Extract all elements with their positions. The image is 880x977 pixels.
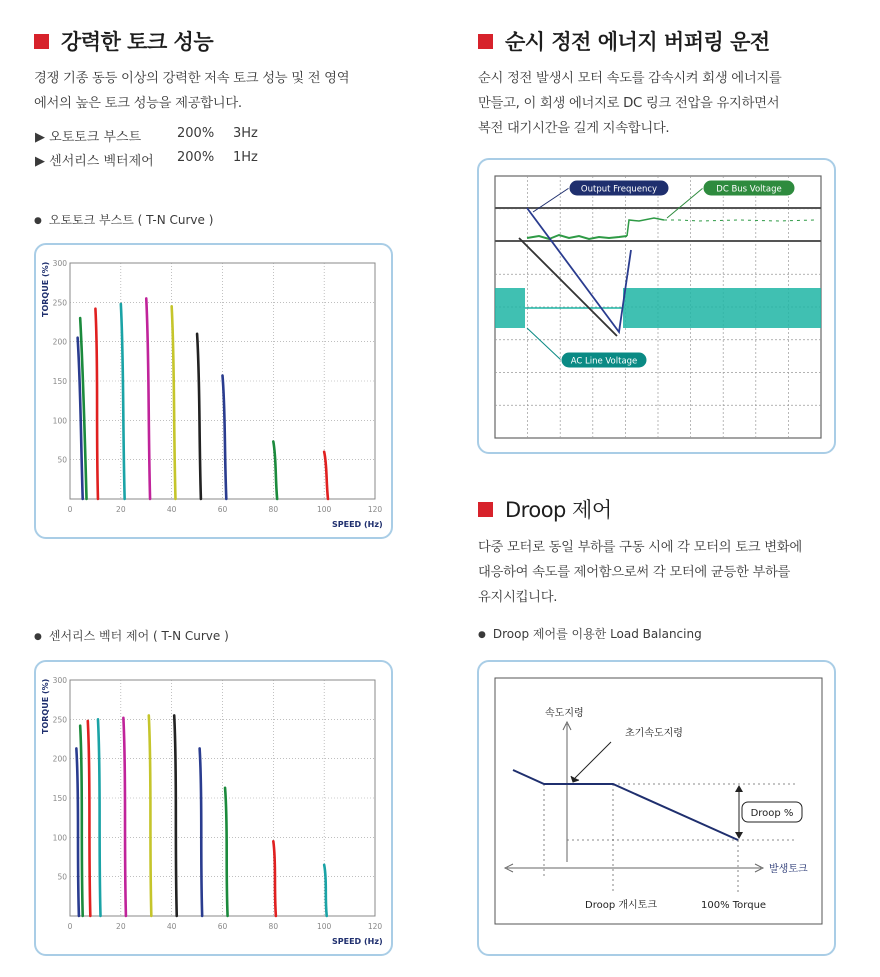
heading-square-icon <box>34 34 49 49</box>
chart-plot-area <box>53 676 383 931</box>
droop-start-label: Droop 개시토크 <box>585 900 657 911</box>
chart2-caption: ● 센서리스 벡터 제어 ( T-N Curve ) <box>34 627 229 644</box>
ac-voltage-band <box>623 288 821 328</box>
y-tick-label: 100 <box>52 416 67 426</box>
droop-title: Droop 제어 <box>505 498 612 522</box>
torque-title: 강력한 토크 성능 <box>61 30 214 54</box>
dc-bus-label: DC Bus Voltage <box>716 184 782 195</box>
x-tick-label: 120 <box>367 505 383 514</box>
y-tick-label: 150 <box>52 794 67 803</box>
torque-desc-line: 경쟁 기종 동등 이상의 강력한 저속 토크 성능 및 전 영역 <box>34 71 350 86</box>
backup-heading <box>478 26 770 56</box>
heading-square-icon <box>478 34 493 49</box>
droop-diagram-svg <box>479 662 834 954</box>
spec-row <box>35 150 258 169</box>
torque-axis-label: 발생토크 <box>769 864 808 875</box>
x-tick-label: 60 <box>217 505 228 514</box>
y-tick-label: 150 <box>52 377 67 386</box>
spec-row <box>35 126 258 145</box>
torque-heading <box>34 26 213 56</box>
backup-desc-line: 순시 정전 발생시 모터 속도를 감속시켜 회생 에너지를 <box>478 71 782 86</box>
output-frequency-label: Output Frequency <box>580 184 658 195</box>
droop-pct-label: Droop % <box>750 808 794 819</box>
x-tick-label: 100 <box>317 505 332 514</box>
spec-value: 200% <box>177 126 215 141</box>
y-tick-label: 200 <box>52 754 67 764</box>
x-tick-label: 20 <box>116 505 126 514</box>
y-tick-label: 50 <box>57 872 67 882</box>
spec-name: ▶ 오토토크 부스트 <box>35 130 142 145</box>
chart1-svg <box>36 245 391 537</box>
y-tick-label: 100 <box>52 833 67 843</box>
heading-square-icon <box>478 502 493 517</box>
speed-command-label: 속도지령 <box>545 708 584 719</box>
y-tick-label: 250 <box>52 715 67 725</box>
torque-description <box>34 66 349 116</box>
x-tick-label: 40 <box>166 922 177 931</box>
ac-line-label: AC Line Voltage <box>570 356 638 367</box>
initial-speed-label: 초기속도지령 <box>625 728 683 739</box>
chart1-frame <box>34 243 393 539</box>
x-tick-label: 0 <box>67 505 73 514</box>
backup-title: 순시 정전 에너지 버퍼링 운전 <box>505 30 770 54</box>
y-tick-label: 200 <box>52 337 67 347</box>
chart1-ylabel: TORQUE (%) <box>41 261 50 317</box>
spec-name: ▶ 센서리스 벡터제어 <box>35 154 154 169</box>
chart-plot-area <box>53 259 383 514</box>
droop-caption: ● Droop 제어를 이용한 Load Balancing <box>478 625 702 642</box>
droop-frame <box>477 660 836 956</box>
droop-desc-line: 유지시킵니다. <box>478 590 558 605</box>
x-tick-label: 20 <box>116 922 126 931</box>
backup-desc-line: 복전 대기시간을 길게 지속합니다. <box>478 121 670 136</box>
droop-desc-line: 다중 모터로 동일 부하를 구동 시에 각 모터의 토크 변화에 <box>478 540 802 555</box>
spec-freq: 3Hz <box>233 126 258 141</box>
chart2-xlabel: SPEED (Hz) <box>332 937 383 946</box>
full-torque-label: 100% Torque <box>701 900 767 911</box>
spec-value: 200% <box>177 150 215 165</box>
chart2-frame <box>34 660 393 956</box>
oscilloscope-svg <box>479 160 834 452</box>
chart2-ylabel: TORQUE (%) <box>41 678 50 734</box>
y-tick-label: 50 <box>57 455 67 465</box>
chart1-xlabel: SPEED (Hz) <box>332 520 383 529</box>
x-tick-label: 80 <box>268 505 279 514</box>
droop-desc-line: 대응하여 속도를 제어함으로써 각 모터에 균등한 부하를 <box>478 565 791 580</box>
x-tick-label: 100 <box>317 922 332 931</box>
x-tick-label: 40 <box>166 505 177 514</box>
x-tick-label: 120 <box>367 922 383 931</box>
droop-heading <box>478 494 612 524</box>
ac-voltage-band <box>495 288 525 328</box>
torque-desc-line: 에서의 높은 토크 성능을 제공합니다. <box>34 96 242 111</box>
x-tick-label: 80 <box>268 922 279 931</box>
y-tick-label: 300 <box>52 676 67 685</box>
y-tick-label: 250 <box>52 298 67 308</box>
backup-description <box>478 66 781 141</box>
chart1-caption: ● 오토토크 부스트 ( T-N Curve ) <box>34 211 213 228</box>
x-tick-label: 60 <box>217 922 228 931</box>
chart2-svg <box>36 662 391 954</box>
droop-description <box>478 535 802 610</box>
y-tick-label: 300 <box>52 259 67 268</box>
scope-frame <box>477 158 836 454</box>
spec-freq: 1Hz <box>233 150 258 165</box>
x-tick-label: 0 <box>67 922 73 931</box>
backup-desc-line: 만들고, 이 회생 에너지로 DC 링크 전압을 유지하면서 <box>478 96 780 111</box>
